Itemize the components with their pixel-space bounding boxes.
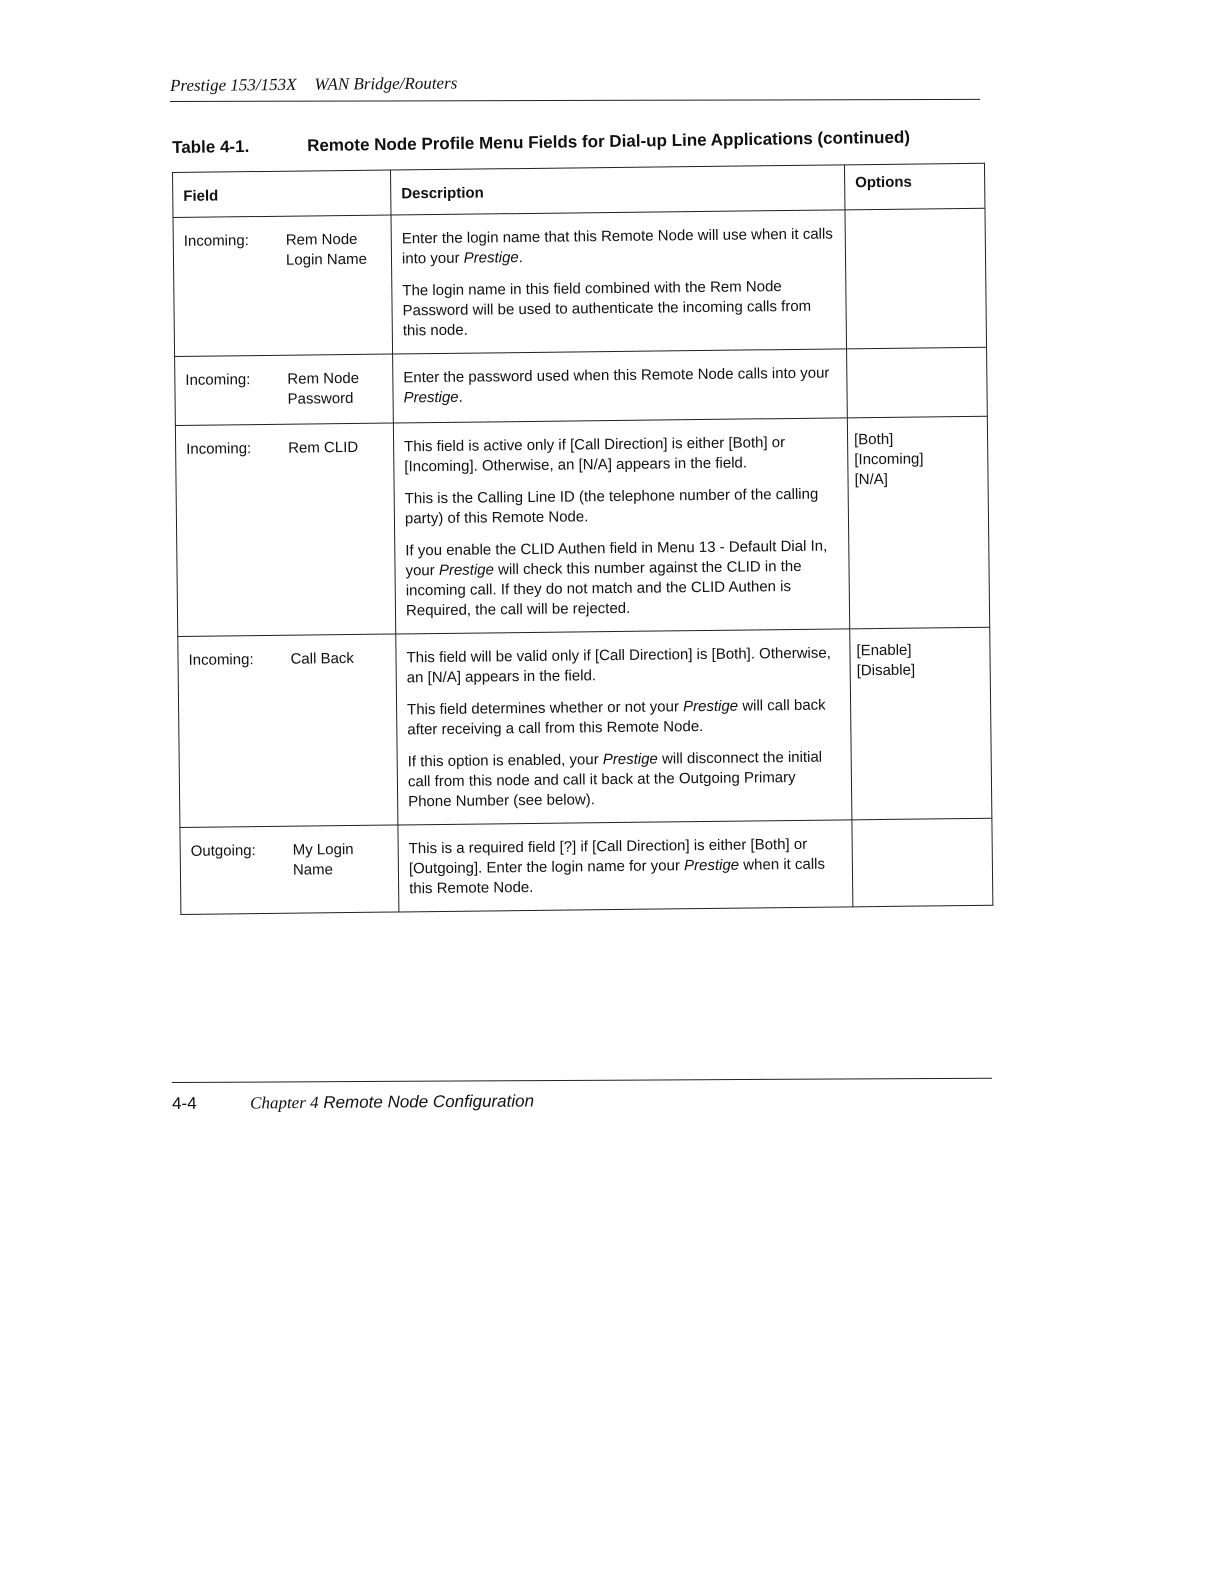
product-name-emphasis: Prestige [463,249,519,267]
product-name-emphasis: Prestige [403,388,459,407]
product-name-emphasis: Prestige [438,561,495,579]
option-value: [Disable] [856,661,916,680]
field-name: Rem Node Login Name [285,230,367,269]
table-number: Table 4-1. [172,136,250,157]
options-cell [852,818,993,907]
table-row [180,818,993,914]
footer-chapter: Chapter 4 [249,1092,319,1113]
column-header-description: Description [390,165,844,215]
description-paragraph: This field will be valid only if [Call Direction] is [Both]. Otherwise, an [N/A] appears in the field. [406,644,831,687]
description-paragraph: Enter the login name that this Remote Node will use when it calls into your Prestige. [401,225,833,268]
description-paragraph: If you enable the CLID Authen field in Menu 13 - Default Dial In, your Prestige will check this number against the CLID in the incoming call. If they do not match and the CLID Authen is Required, the call will be rejected. [405,537,828,620]
field-name: My Login Name [292,840,354,879]
header-product: Prestige 153/153X [170,74,297,95]
option-value: [Enable] [856,641,912,660]
footer-chapter-title: Remote Node Configuration [323,1091,535,1112]
product-name-emphasis: Prestige [682,697,739,716]
description-paragraph: This is the Calling Line ID (the telephone number of the calling party) of this Remote Node. [404,485,819,528]
field-name: Rem Node Password [287,369,360,408]
table-row [178,627,992,827]
options-cell [845,208,987,349]
options-cell [847,347,988,418]
description-cell [393,349,848,423]
header-rule [170,99,980,102]
field-cell [175,354,394,425]
product-name-emphasis: Prestige [602,750,658,769]
header-subtitle: WAN Bridge/Routers [314,73,458,94]
description-paragraph: This is a required field [?] if [Call Direction] is either [Both] or [Outgoing]. Enter the login name for your Prestige when it calls this Remote Node. [408,835,826,898]
options-cell [847,416,989,629]
field-cell [178,634,398,827]
field-direction: Outgoing: [190,842,256,860]
running-header [170,73,457,96]
table-container [172,163,992,915]
option-value: [Both] [853,430,894,449]
field-cell [175,423,395,636]
table-row [175,347,988,425]
field-name: Rem CLID [288,438,359,457]
description-cell [398,820,853,912]
options-cell [850,627,992,820]
field-direction: Incoming: [185,371,251,389]
footer-rule [172,1078,992,1083]
description-paragraph: The login name in this field combined with the Rem Node Password will be used to authenticate the incoming calls from this node. [402,278,812,340]
field-name: Call Back [290,649,354,668]
column-header-options: Options [844,163,985,210]
column-header-field: Field [173,170,391,217]
table-row [175,416,989,636]
table-title: Remote Node Profile Menu Fields for Dial-up Line Applications (continued) [306,127,911,156]
description-paragraph: If this option is enabled, your Prestige will disconnect the initial call from this node and call it back at the Outgoing Primary Phone Number (see below). [407,748,823,811]
table-caption [172,127,982,158]
table-body [173,208,993,914]
field-direction: Incoming: [183,232,249,250]
table-row [173,208,987,356]
field-cell [173,215,393,356]
description-cell [391,210,847,354]
field-direction: Incoming: [186,440,252,458]
description-paragraph: Enter the password used when this Remote Node calls into your Prestige. [403,364,830,407]
running-footer [172,1091,534,1114]
description-cell [393,418,849,634]
option-value: [Incoming] [854,450,924,469]
field-cell [180,825,399,914]
description-paragraph: This field is active only if [Call Direction] is either [Both] or [Incoming]. Otherwise, an [N/A] appears in the field. [404,434,786,476]
description-cell [396,629,852,825]
page-number: 4-4 [172,1093,197,1113]
product-name-emphasis: Prestige [683,856,740,875]
option-value: [N/A] [854,470,888,489]
fields-table [172,163,993,915]
description-paragraph: This field determines whether or not your Prestige will call back after receiving a call from this Remote Node. [407,696,826,739]
field-direction: Incoming: [188,651,254,669]
